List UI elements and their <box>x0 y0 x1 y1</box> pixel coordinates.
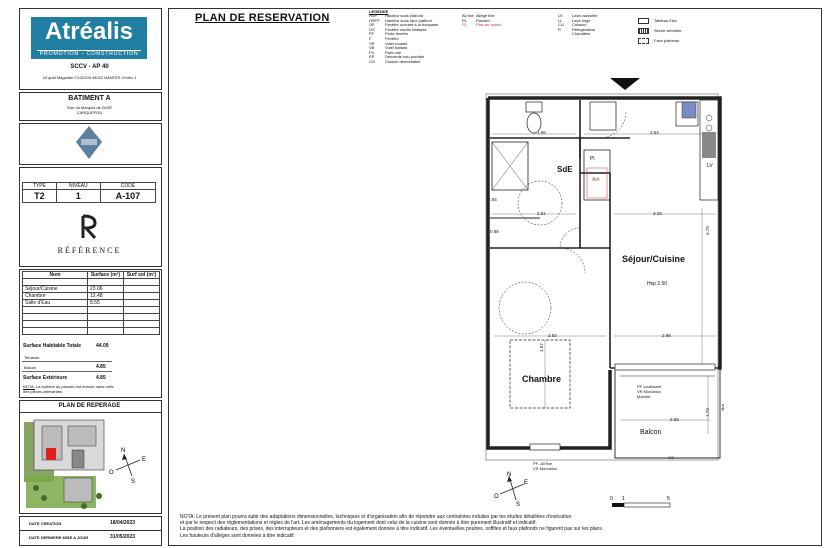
legend-desc: Fenêtre ouvrant à la française <box>385 22 439 28</box>
annot-pf2-1: PF- All fixe <box>533 461 553 466</box>
dim-label: 2.69 <box>670 417 679 422</box>
legend-code: EP <box>369 54 375 60</box>
dim-label: 4.67 <box>538 343 544 352</box>
reperage-title: PLAN DE REPERAGE <box>58 403 121 409</box>
date-update-value: 31/05/2023 <box>110 534 136 540</box>
logo-tagline: PROMOTION – CONSTRUCTION <box>37 50 141 58</box>
legend-desc: Chaudière <box>572 31 591 37</box>
legend-title: LEGENDE <box>369 9 389 14</box>
legend-item <box>638 36 682 46</box>
legend-column-4 <box>638 16 682 46</box>
lot-code: A-107 <box>100 190 155 203</box>
lot-type: T2 <box>23 190 57 203</box>
scale-0: 0 <box>610 496 613 502</box>
building-name: BATIMENT A <box>68 95 111 102</box>
surface-note-line2: des pièces attenantes <box>23 389 62 394</box>
legend-desc: Placard <box>476 17 490 23</box>
faux-plafonds-icon <box>638 38 649 44</box>
surfaces-table <box>22 271 160 335</box>
dim-label: 1.79 <box>704 408 710 417</box>
legend-desc: Lave-linge <box>572 17 591 23</box>
terrasse-label: Terrasse <box>24 355 40 360</box>
room-hsp: Hsp 2.50 <box>647 281 668 287</box>
legend-desc: Réfrigérateur <box>572 26 596 32</box>
reference-logo-icon <box>80 214 98 240</box>
surf-header-area: Surface (m²) <box>88 272 124 279</box>
surface-note-line1: La surface du placard est incluse dans celle <box>36 384 114 389</box>
compass-s: S <box>516 502 521 506</box>
scale-5: 5 <box>667 496 670 502</box>
legend-desc: Volet battant <box>385 45 408 51</box>
surface-total-label: Surface Habitable Totale <box>23 343 81 349</box>
legend-desc: Cuisson <box>572 22 587 28</box>
room-sejour: Séjour/Cuisine <box>622 254 686 264</box>
legend-item <box>558 32 597 37</box>
legend-code: CU <box>558 22 564 28</box>
lot-header-code: CODE <box>100 183 155 190</box>
legend-desc: Descente eau pluviale <box>385 54 425 60</box>
room-chambre: Chambre <box>522 374 562 384</box>
dim-label: 0.88 <box>490 229 499 234</box>
legend-code: HSP <box>369 13 378 18</box>
annot-mur: Mur <box>719 404 725 411</box>
lot-header-type: TYPE <box>23 183 57 190</box>
building-city: CARQUEFOU <box>76 110 103 115</box>
surface-ext-value: 4.85 <box>96 375 106 381</box>
lot-table <box>22 182 156 203</box>
surface-total-value: 44.09 <box>96 343 109 349</box>
annot-pf-3: Marche <box>637 394 651 399</box>
legend-desc: Pare-vue <box>385 49 402 55</box>
legend-desc: Hauteur sous faux plafond <box>385 17 432 23</box>
legend-desc: Allège fixe <box>476 13 495 18</box>
legend-desc: Plac.en option <box>476 22 502 28</box>
legend-column-3 <box>558 14 597 37</box>
legend-item <box>369 60 438 65</box>
room-lv: LV <box>707 163 713 169</box>
legend-desc: Hauteur sous plafond <box>385 13 424 18</box>
legend-code: F <box>369 35 372 41</box>
legend-item <box>638 16 682 26</box>
surface-ext-label: Surface Extérieure <box>23 375 68 381</box>
compass-e: E <box>524 480 529 486</box>
legend-desc: Fenêtre oscillo battante <box>385 26 427 32</box>
plan-notes <box>180 514 603 539</box>
table-row: Chambre 12.48 <box>23 293 160 300</box>
legend-code: PL <box>462 17 467 23</box>
annot-pf2-2: VR Monobloc <box>533 466 558 471</box>
note-line: La position des radiateurs, des prises, des interrupteurs et des plafonniers est également donnée à titre indicatif. Les éventuelles poutres, soffites et faux plafonds ne figurent pas sur les plans. <box>180 526 604 533</box>
compass-icon <box>494 470 530 506</box>
legend-column-1 <box>369 14 438 65</box>
dim-label: 2.82 <box>548 333 557 338</box>
legend-code: HSFP <box>369 17 380 23</box>
legend-desc: Cloison démontable <box>385 58 421 64</box>
balcon-label: Balcon <box>24 365 37 370</box>
note-line: et par le respect des réglementations et règles de l'art. Les aménagements du logement dont celui de la cuisine sont donnés à titre purement illustratif et indicatif. <box>180 520 537 527</box>
legend-code: VB <box>369 45 375 51</box>
date-creation-label: DATE CREATION <box>29 521 62 526</box>
tableau-elec-icon <box>638 18 649 24</box>
table-row: Séjour/Cuisine 23.06 <box>23 286 160 293</box>
seche-serviette-icon <box>638 28 649 34</box>
room-sde: SdE <box>557 165 573 174</box>
plan-title: PLAN DE RESERVATION <box>195 12 330 24</box>
legend-code: CD <box>369 58 375 64</box>
surf-header-sol: Surf sol (m²) <box>123 272 159 279</box>
surf-header-nom: Nom <box>23 272 88 279</box>
company-address: 24 quai Magellan CS32205 44022 NANTES Cédex 1 <box>42 75 137 80</box>
legend-desc: Tableau Elec <box>654 18 677 23</box>
legend-column-2 <box>462 14 501 28</box>
annot-pf-2: VR Monobloc <box>637 389 662 394</box>
scale-bar <box>610 493 672 511</box>
legend-desc: Sèche serviette <box>654 28 682 33</box>
dim-label: 6.79 <box>704 226 710 235</box>
lot-niveau: 1 <box>56 190 100 203</box>
scale-1: 1 <box>622 496 625 502</box>
reperage-compass-n: N <box>121 448 126 454</box>
legend-code: PL <box>462 22 467 28</box>
table-row: Salle d'Eau 8.55 <box>23 300 160 307</box>
lot-header-niveau: NIVEAU <box>56 183 100 190</box>
dim-label: 2.65 <box>488 197 497 202</box>
dim-label: 3.64 <box>650 130 659 135</box>
legend-code: OF <box>369 22 375 28</box>
room-balcon: Balcon <box>640 429 662 436</box>
surface-note-prefix: NOTA: <box>23 384 35 389</box>
compass-n: N <box>507 472 512 478</box>
annot-pf-1: PF coulissant <box>637 384 662 389</box>
logo-brand: Atréalis <box>44 18 134 45</box>
note-line: NOTA: Le présent plan pourra subir des adaptations dimensionnelles, techniques et d'organisation afin de répondre aux contraintes induites par les études détaillées d'exécution <box>180 514 572 520</box>
legend-code: VR <box>369 40 375 46</box>
legend-desc: Fenêtre <box>385 35 399 41</box>
company-name: SCCV - AP 40 <box>70 64 109 70</box>
balcon-value: 4.85 <box>96 364 106 370</box>
date-creation-value: 18/04/2023 <box>110 520 136 526</box>
room-pl: Pl <box>590 156 595 162</box>
partner-logo-icon <box>76 126 102 159</box>
annot-gc: GC <box>668 455 674 460</box>
legend-desc: Faux plafonds <box>654 38 680 43</box>
atrealis-logo <box>31 17 147 59</box>
dim-label: 3.33 <box>653 211 662 216</box>
legend-code: LL <box>558 17 563 23</box>
floor-plan <box>470 78 742 470</box>
legend-item <box>462 23 501 28</box>
dim-label: 2.98 <box>662 333 671 338</box>
legend-code: PV <box>369 49 375 55</box>
reference-label: RÉFÉRENCE <box>57 246 122 255</box>
date-update-label: DATE DERNIERE MISE A JOUR <box>29 535 89 540</box>
legend-desc: Lave-vaisselle <box>572 13 598 18</box>
compass-o: O <box>494 494 499 500</box>
dim-label: 1.96 <box>537 130 546 135</box>
reperage-compass-o: O <box>109 470 114 476</box>
legend-code: PF <box>369 31 375 37</box>
legend-code: All fixe <box>462 13 474 18</box>
note-line: Les hauteurs d'allèges sont données à titre indicatif. <box>180 532 295 539</box>
legend-desc: Volet roulant <box>385 40 408 46</box>
dim-label: 2.61 <box>537 211 546 216</box>
reperage-compass-e: E <box>142 457 147 463</box>
legend-code: OS <box>369 26 375 32</box>
reperage-compass-s: S <box>131 479 136 485</box>
building-street: Rue du Marquis de DIOR <box>67 105 112 110</box>
legend-code: R <box>558 26 561 32</box>
room-am: Am <box>592 177 600 183</box>
legend-desc: Porte fenêtre <box>385 31 409 37</box>
legend-item <box>638 26 682 36</box>
reperage-map <box>24 416 159 510</box>
legend-code: LV <box>558 13 563 18</box>
